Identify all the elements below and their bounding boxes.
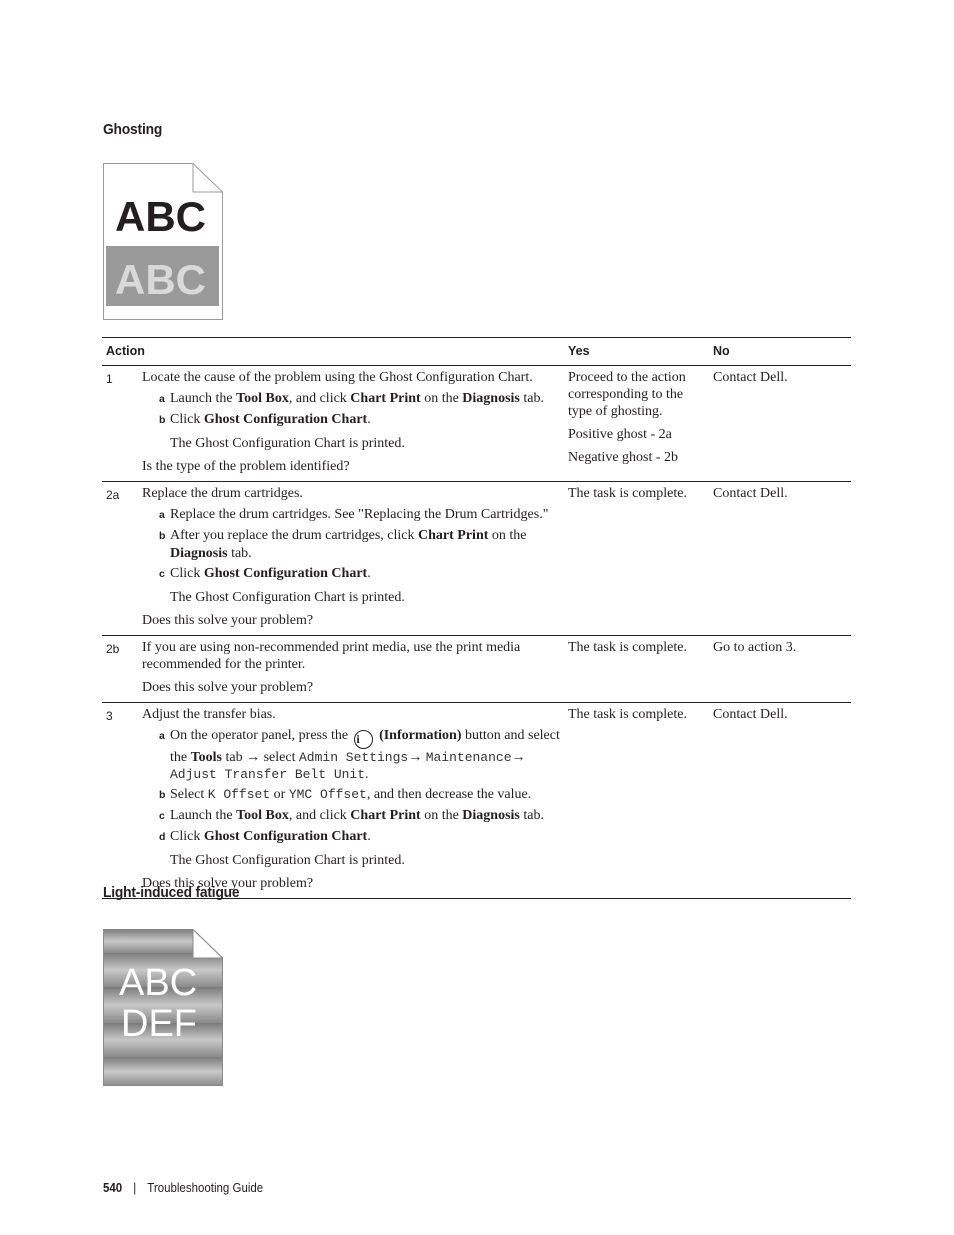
ghosting-illustration <box>103 163 223 320</box>
fatigue-text-line1: ABC <box>119 962 198 1004</box>
yes-cell: Proceed to the action corresponding to the type of ghosting. Positive ghost - 2a Negative ghost - 2b <box>564 366 709 482</box>
no-cell: Contact Dell. <box>709 366 851 482</box>
ghost-text-dark: ABC <box>115 193 206 240</box>
ghost-text-light: ABC <box>115 256 206 303</box>
footer-separator: | <box>133 1181 137 1195</box>
table-row <box>102 482 851 636</box>
step-question: Is the type of the problem identified? <box>142 459 350 474</box>
section-heading-light-induced-fatigue: Light-induced fatigue <box>103 884 240 901</box>
step-question: Does this solve your problem? <box>142 876 314 891</box>
row-number: 2b <box>102 636 138 703</box>
table-row <box>102 636 851 703</box>
light-fatigue-illustration <box>103 929 223 1086</box>
action-cell <box>138 366 564 482</box>
step-d: d Click Ghost Configuration Chart. <box>159 829 371 844</box>
step-question: Does this solve your problem? <box>142 680 314 695</box>
no-cell: Go to action 3. <box>709 636 851 703</box>
page-number: 540 <box>103 1181 123 1195</box>
row-number: 2a <box>102 482 138 636</box>
no-cell: Contact Dell. <box>709 482 851 636</box>
step-c: c Launch the Tool Box, and click Chart Print on the Diagnosis tab. <box>159 808 544 823</box>
step-b: b After you replace the drum cartridges, click Chart Print on the Diagnosis tab. <box>159 528 527 561</box>
fatigue-text-line2: DEF <box>121 1003 197 1045</box>
troubleshooting-table <box>102 337 851 899</box>
step-a: a Replace the drum cartridges. See "Replacing the Drum Cartridges." <box>159 507 549 522</box>
step-b: b Click Ghost Configuration Chart. <box>159 412 371 427</box>
action-intro: Locate the cause of the problem using the Ghost Configuration Chart. <box>142 370 533 385</box>
header-no: No <box>709 338 851 366</box>
table-row <box>102 703 851 899</box>
yes-cell: The task is complete. <box>564 636 709 703</box>
table-header-row <box>102 338 851 366</box>
no-cell: Contact Dell. <box>709 703 851 899</box>
step-b: b Select K Offset or YMC Offset, and then decrease the value. <box>159 787 532 802</box>
step-a: a Launch the Tool Box, and click Chart Print on the Diagnosis tab. <box>159 391 544 406</box>
yes-cell: The task is complete. <box>564 703 709 899</box>
action-intro: If you are using non-recommended print media, use the print media recommended for the printer. <box>142 640 521 672</box>
header-action: Action <box>102 338 564 366</box>
header-yes: Yes <box>564 338 709 366</box>
step-c: c Click Ghost Configuration Chart. <box>159 566 371 581</box>
information-icon: i <box>354 730 373 749</box>
action-cell <box>138 482 564 636</box>
footer-title: Troubleshooting Guide <box>147 1181 264 1195</box>
table-row <box>102 366 851 482</box>
action-cell <box>138 703 564 899</box>
yes-cell: The task is complete. <box>564 482 709 636</box>
step-result: The Ghost Configuration Chart is printed. <box>170 590 405 605</box>
row-number: 1 <box>102 366 138 482</box>
section-heading-ghosting: Ghosting <box>103 121 163 138</box>
action-intro: Replace the drum cartridges. <box>142 486 303 501</box>
step-a: a On the operator panel, press the i (Information) button and select the Tools tab → select Admin Settings→ Maintenance→ Adjust Transfer Belt Unit. <box>159 728 560 782</box>
action-cell <box>138 636 564 703</box>
step-question: Does this solve your problem? <box>142 613 314 628</box>
action-intro: Adjust the transfer bias. <box>142 707 276 722</box>
step-result: The Ghost Configuration Chart is printed. <box>170 853 405 868</box>
page-footer <box>103 1181 263 1195</box>
row-number: 3 <box>102 703 138 899</box>
step-result: The Ghost Configuration Chart is printed. <box>170 436 405 451</box>
